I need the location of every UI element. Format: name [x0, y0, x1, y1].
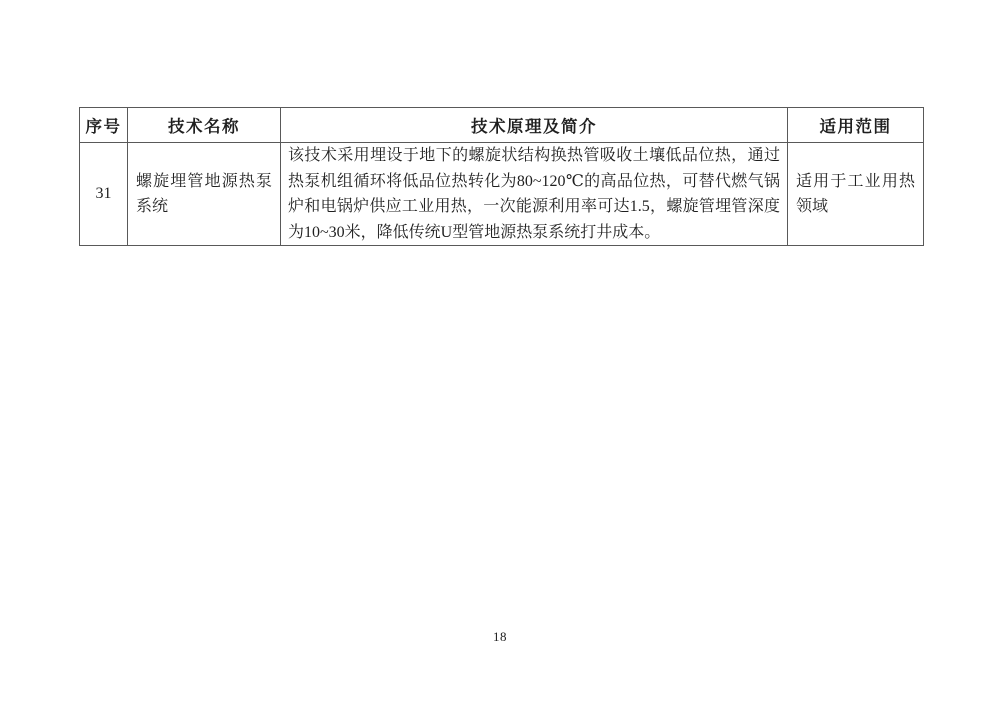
header-cell-principle-description: 技术原理及简介 — [281, 108, 788, 143]
cell-technology-name: 螺旋埋管地源热泵系统 — [128, 143, 281, 246]
cell-application-scope: 适用于工业用热领域 — [788, 143, 924, 246]
header-cell-application-scope: 适用范围 — [788, 108, 924, 143]
technology-table — [79, 107, 924, 246]
table-row — [80, 143, 924, 246]
header-cell-technology-name: 技术名称 — [128, 108, 281, 143]
cell-principle-description: 该技术采用埋设于地下的螺旋状结构换热管吸收土壤低品位热，通过热泵机组循环将低品位热转化为80~120℃的高品位热，可替代燃气锅炉和电锅炉供应工业用热，一次能源利用率可达1.5，螺旋管埋管深度为10~30米，降低传统U型管地源热泵系统打井成本。 — [281, 143, 788, 246]
cell-serial-number: 31 — [80, 143, 128, 246]
table-header-row — [80, 108, 924, 143]
page-number: 18 — [493, 629, 507, 644]
header-cell-serial-number: 序号 — [80, 108, 128, 143]
